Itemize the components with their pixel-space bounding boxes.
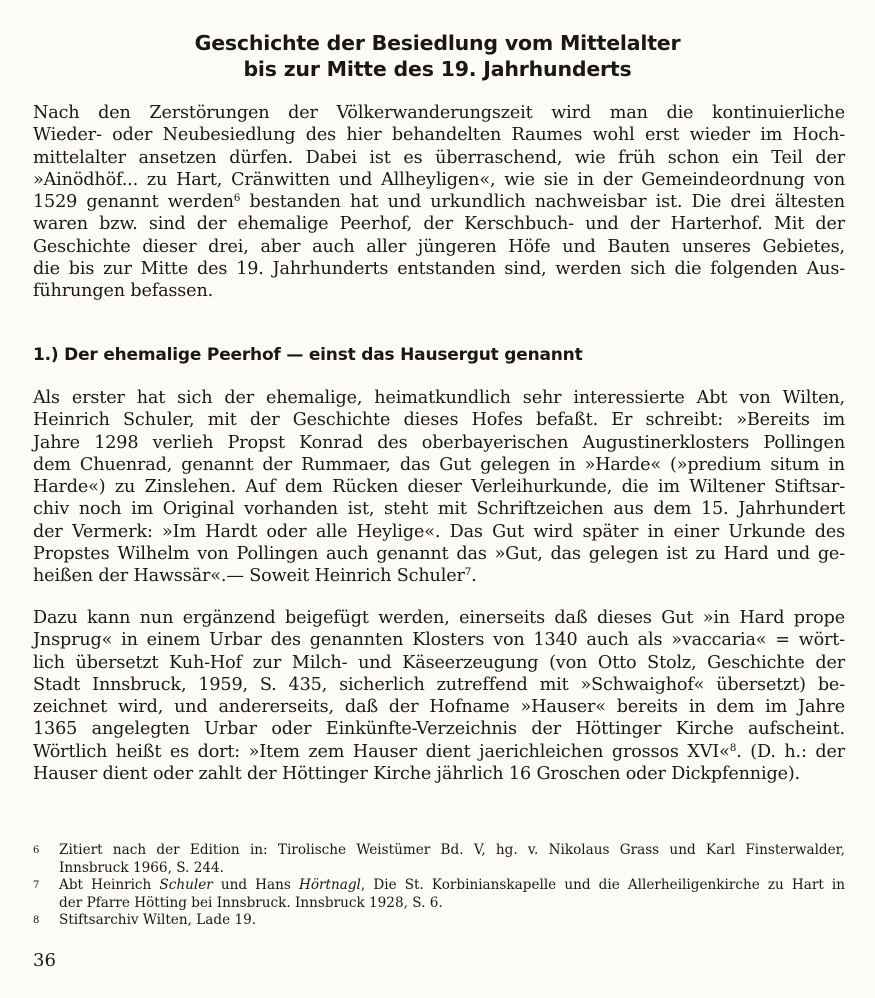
text-line: »Ainödhöf... zu Hart, Cränwitten und Allheyligen«, wie sie in der Gemeindeordnung von	[33, 169, 845, 190]
footnote-8	[33, 912, 845, 930]
text-line: der Vermerk: »Im Hardt oder alle Heylige«. Das Gut wird später in einer Urkunde des	[33, 521, 845, 542]
footnote-6	[33, 842, 845, 877]
text-line: Jnsprug« in einem Urbar des genannten Klosters von 1340 auch als »vaccaria« = wört-	[33, 630, 845, 651]
text-line: Wieder- oder Neubesiedlung des hier behandelten Raumes wohl erst wieder im Hoch-	[33, 125, 845, 146]
footnote-ref-6[interactable]: 6	[233, 192, 241, 205]
text-line: dem Chuenrad, genannt der Rummaer, das Gut gelegen in »Harde« (»predium situm in	[33, 454, 845, 475]
footnote-line	[59, 877, 845, 895]
footnote-line: der Pfarre Hötting bei Innsbruck. Innsbruck 1928, S. 6.	[59, 894, 443, 911]
footnote-line: Zitiert nach der Edition in: Tirolische Weistümer Bd. V, hg. v. Nikolaus Grass und Karl Finsterwalder,	[59, 842, 845, 858]
text-line: Nach den Zerstörungen der Völkerwanderungszeit wird man die kontinuierliche	[33, 103, 845, 123]
peerhof-paragraph-1	[33, 387, 845, 588]
chapter-title-line-1: Geschichte der Besiedlung vom Mittelalter	[194, 31, 681, 55]
page-number: 36	[33, 950, 56, 971]
footnote-mark: 7	[33, 880, 40, 892]
text-line: waren bzw. sind der ehemalige Peerhof, der Kerschbuch- und der Harterhof. Mit der	[33, 214, 845, 235]
text-line: führungen befassen.	[33, 281, 214, 302]
intro-paragraph	[33, 102, 845, 303]
text-line: Jahre 1298 verlieh Propst Konrad des oberbayerischen Augustinerklosters Pollingen	[33, 432, 845, 453]
text-fragment: heißen der Hawssär«.— Soweit Heinrich Schuler	[33, 566, 465, 587]
text-line: heißen der Hawssär«.— Soweit Heinrich Schuler$^7$.	[33, 566, 477, 587]
text-line: die bis zur Mitte des 19. Jahrhunderts entstanden sind, werden sich die folgenden Aus-	[33, 259, 845, 280]
footnote-ref-7[interactable]: 7	[464, 566, 472, 579]
text-fragment: Wörtlich heißt es dort: »Item zem Hauser dient jaerichleichen grossos XVI«	[33, 741, 730, 762]
author-name: Hörtnagl	[298, 877, 361, 894]
text-line: Harde«) zu Zinslehen. Auf dem Rücken dieser Verleihurkunde, die im Wiltener Stiftsar-	[33, 477, 845, 498]
text-line	[33, 741, 845, 763]
section-heading: 1.) Der ehemalige Peerhof — einst das Hausergut genannt	[33, 345, 583, 365]
text-line	[33, 191, 845, 213]
chapter-title	[0, 30, 875, 82]
text-line: lich übersetzt Kuh-Hof zur Milch- und Käseerzeugung (von Otto Stolz, Geschichte der	[33, 652, 845, 673]
text-fragment: Abt Heinrich	[59, 877, 160, 894]
footnote-line: Stiftsarchiv Wilten, Lade 19.	[59, 912, 257, 929]
footnote-ref-8[interactable]: 8	[729, 741, 737, 754]
chapter-title-line-2: bis zur Mitte des 19. Jahrhunderts	[243, 57, 632, 81]
footnote-mark: 8	[33, 915, 40, 927]
footnote-line: Innsbruck 1966, S. 244.	[59, 859, 224, 876]
text-line: mittelalter ansetzen dürfen. Dabei ist es überraschend, wie früh schon ein Teil der	[33, 147, 845, 168]
text-line: Propstes Wilhelm von Pollingen auch genannt das »Gut, das gelegen ist zu Hard und ge-	[33, 544, 845, 565]
text-fragment: . (D. h.: der	[736, 741, 845, 762]
text-fragment: 1529 genannt werden	[33, 192, 234, 213]
text-line: Heinrich Schuler, mit der Geschichte dieses Hofes befaßt. Er schreibt: »Bereits im	[33, 410, 845, 431]
text-line: Geschichte dieser drei, aber auch aller jüngeren Höfe und Bauten unseres Gebietes,	[33, 236, 845, 257]
text-fragment: bestanden hat und urkundlich nachweisbar ist. Die drei ältesten	[249, 192, 845, 213]
text-line: 1365 angelegten Urbar oder Einkünfte-Verzeichnis der Höttinger Kirche aufscheint.	[33, 719, 845, 740]
text-line: Als erster hat sich der ehemalige, heimatkundlich sehr interessierte Abt von Wilten,	[33, 388, 845, 408]
text-fragment: , Die St. Korbinianskapelle und die Allerheiligenkirche zu Hart in	[360, 877, 846, 894]
text-line: chiv noch im Original vorhanden ist, steht mit Schriftzeichen aus dem 15. Jahrhundert	[33, 499, 845, 520]
footnotes	[33, 842, 845, 930]
text-fragment: und Hans	[212, 877, 299, 894]
footnote-mark: 6	[33, 845, 40, 856]
text-line: Hauser dient oder zahlt der Höttinger Kirche jährlich 16 Groschen oder Dickpfennige).	[33, 764, 800, 785]
text-line: Stadt Innsbruck, 1959, S. 435, sicherlich zutreffend mit »Schwaighof« übersetzt) be-	[33, 674, 845, 695]
peerhof-paragraph-2	[33, 607, 845, 785]
text-line: Dazu kann nun ergänzend beigefügt werden, einerseits daß dieses Gut »in Hard prope	[33, 608, 845, 628]
author-name: Schuler	[159, 877, 213, 894]
footnote-7	[33, 877, 845, 912]
text-line: zeichnet wird, und andererseits, daß der Hofname »Hauser« bereits in dem im Jahre	[33, 697, 845, 718]
